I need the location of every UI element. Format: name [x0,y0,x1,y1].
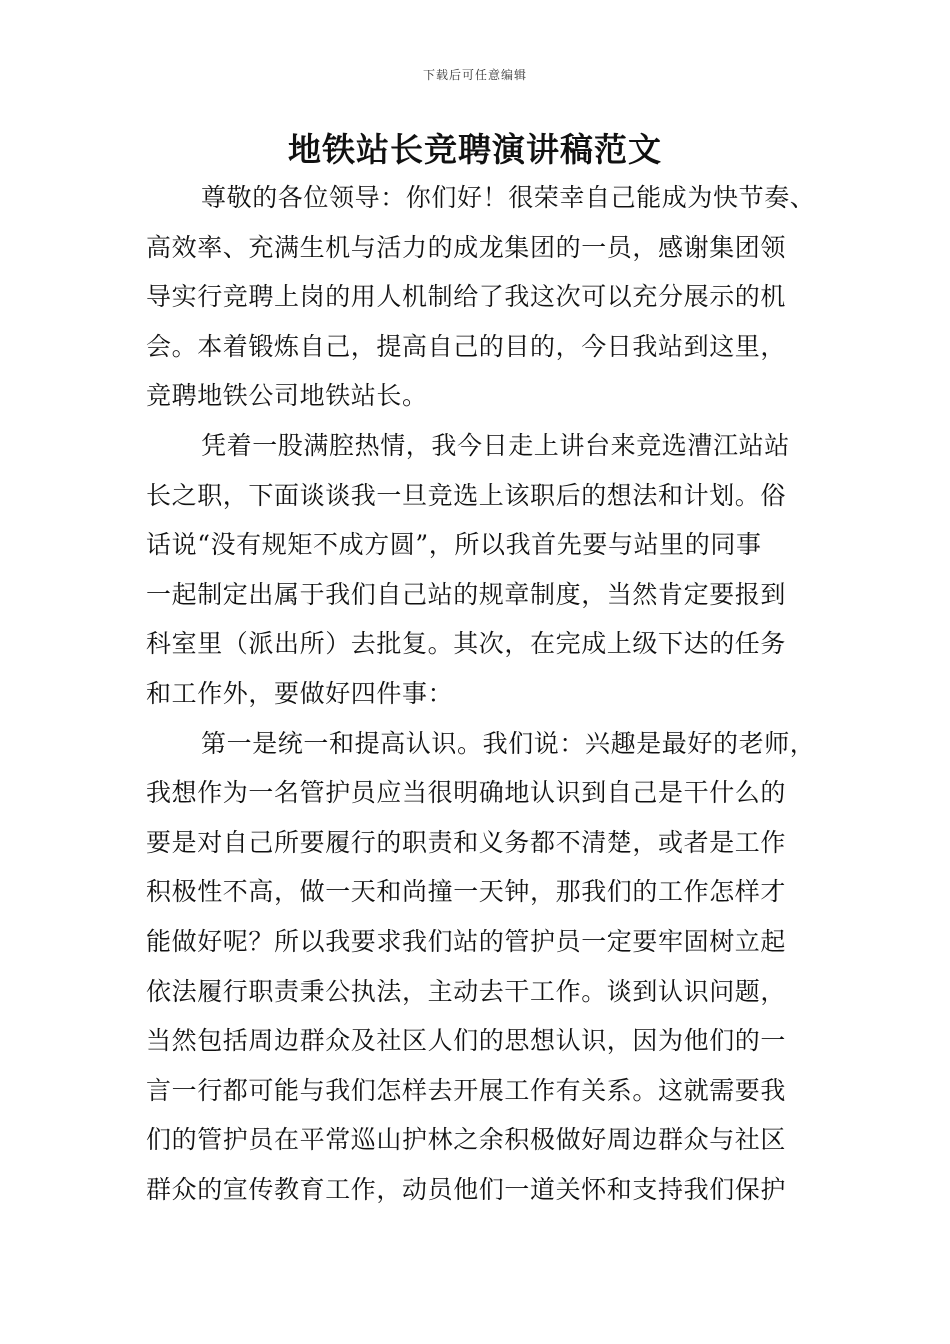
text-line: 竞聘地铁公司地铁站长。 [146,381,428,411]
document-title: 地铁站长竞聘演讲稿范文 [288,130,662,169]
header-note: 下载后可任意编辑 [422,68,527,82]
document-body [146,173,826,1214]
text-line: 能做好呢？所以我要求我们站的管护员一定要牢固树立起 [146,926,787,956]
text-line: 科室里（派出所）去批复。其次，在完成上级下达的任务 [146,629,787,659]
text-line: 积极性不高，做一天和尚撞一天钟，那我们的工作怎样才 [146,877,787,907]
text-line: 当然包括周边群众及社区人们的思想认识，因为他们的一 [146,1026,787,1056]
text-line: 要是对自己所要履行的职责和义务都不清楚，或者是工作 [146,827,787,857]
text-line: 导实行竞聘上岗的用人机制给了我这次可以充分展示的机 [146,282,787,312]
text-line: 言一行都可能与我们怎样去开展工作有关系。这就需要我 [146,1075,787,1105]
text-line: 长之职，下面谈谈我一旦竞选上该职后的想法和计划。俗 [146,480,787,510]
text-line: 话说“没有规矩不成方圆”，所以我首先要与站里的同事 [146,530,762,560]
text-line: 群众的宣传教育工作，动员他们一道关怀和支持我们保护 [146,1174,787,1204]
text-line: 依法履行职责秉公执法，主动去干工作。谈到认识问题， [146,976,787,1006]
text-line: 高效率、充满生机与活力的成龙集团的一员，感谢集团领 [146,232,787,262]
text-line: 和工作外，要做好四件事： [146,678,454,708]
text-line: 一起制定出属于我们自己站的规章制度，当然肯定要报到 [146,579,787,609]
text-line: 凭着一股满腔热情，我今日走上讲台来竞选漕江站站 [201,430,790,460]
text-line: 第一是统一和提高认识。我们说：兴趣是最好的老师， [201,728,816,758]
text-line: 我想作为一名管护员应当很明确地认识到自己是干什么的 [146,778,787,808]
text-line: 会。本着锻炼自己，提高自己的目的，今日我站到这里， [146,331,787,361]
text-line: 尊敬的各位领导：你们好！很荣幸自己能成为快节奏、 [201,183,816,212]
text-line: 们的管护员在平常巡山护林之余积极做好周边群众与社区 [146,1125,787,1155]
